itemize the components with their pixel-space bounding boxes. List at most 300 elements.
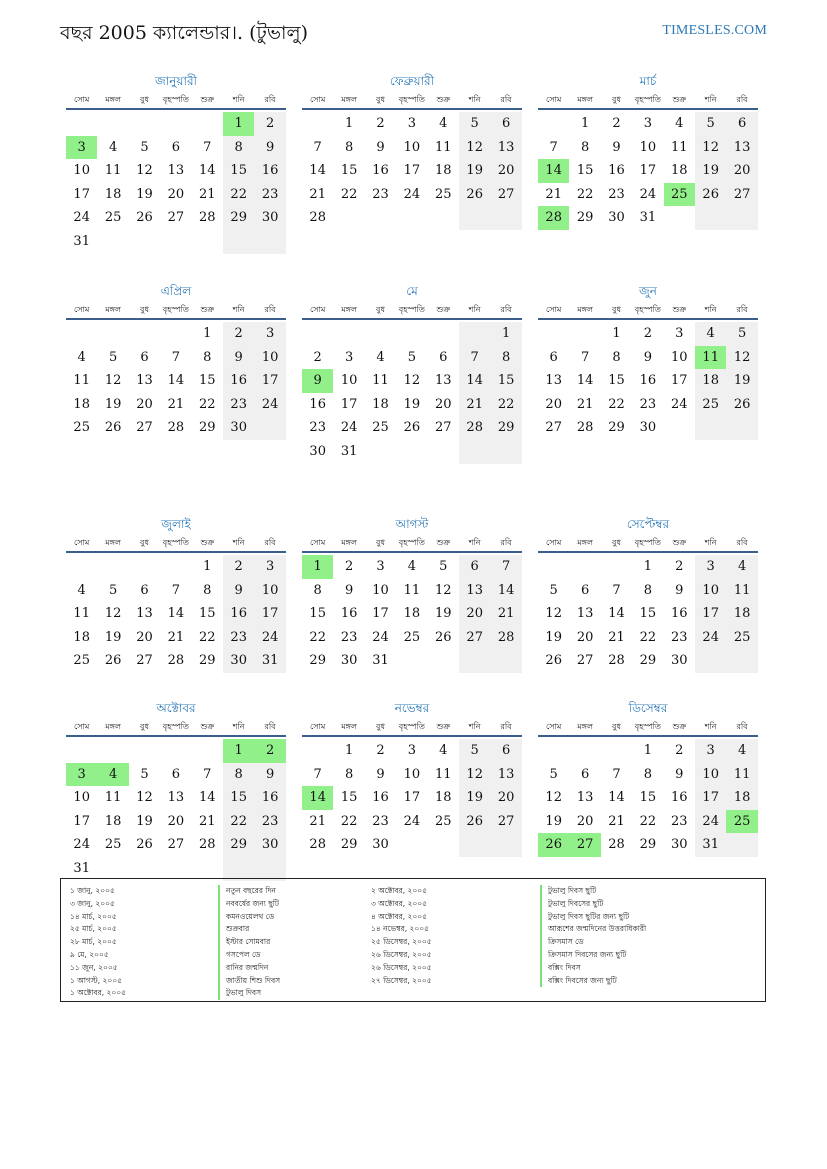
weekday-label: শুক্র xyxy=(200,95,215,104)
day-cell: 30 xyxy=(639,420,657,436)
day-cell: 5 xyxy=(108,582,118,598)
day-cell: 18 xyxy=(104,186,122,202)
day-cell: 18 xyxy=(695,369,726,393)
day-cell: 17 xyxy=(695,786,726,810)
day-cell: 15 xyxy=(639,606,657,622)
month-name: সেপ্টেম্বর xyxy=(626,517,670,531)
day-cell: 3 xyxy=(695,739,726,763)
day-cell: 24 xyxy=(340,420,358,436)
month-block xyxy=(66,699,286,899)
day-cell: 3 xyxy=(407,116,417,131)
day-cell: 11 xyxy=(726,579,757,603)
holiday-day-cell: 28 xyxy=(538,206,569,230)
day-cell: 6 xyxy=(549,349,558,365)
weekday-label: মঙ্গল xyxy=(105,95,121,104)
day-cell: 23 xyxy=(340,629,358,645)
weekday-label: বৃহস্পতি xyxy=(398,305,425,314)
day-cell: 14 xyxy=(576,373,594,389)
weekend-blank-cell xyxy=(726,649,757,673)
weekday-label: শনি xyxy=(704,305,717,314)
day-cell: 20 xyxy=(435,396,452,412)
day-cell: 17 xyxy=(372,606,389,622)
month-block xyxy=(66,282,286,482)
day-cell: 12 xyxy=(403,373,421,389)
day-cell: 13 xyxy=(435,373,452,389)
day-cell: 8 xyxy=(344,139,354,155)
day-cell: 20 xyxy=(490,786,521,810)
day-cell: 30 xyxy=(223,416,254,440)
day-cell: 16 xyxy=(309,396,326,412)
day-cell: 7 xyxy=(612,766,621,782)
weekday-label: বুধ xyxy=(376,722,385,731)
day-cell: 14 xyxy=(199,790,216,806)
day-cell: 6 xyxy=(459,555,490,579)
weekend-blank-cell xyxy=(726,833,757,857)
day-cell: 13 xyxy=(136,606,153,622)
day-cell: 10 xyxy=(254,346,285,370)
legend-entry: ক্রিসমাস দিবসের জন্য ছুটি xyxy=(548,949,627,959)
day-cell: 1 xyxy=(643,743,653,758)
day-cell: 4 xyxy=(77,349,86,365)
day-cell: 19 xyxy=(136,186,153,202)
legend-entry: বক্সিং দিবস xyxy=(548,962,581,972)
day-cell: 17 xyxy=(639,163,657,179)
day-cell: 21 xyxy=(309,813,326,829)
day-cell: 24 xyxy=(73,210,90,226)
day-cell: 6 xyxy=(140,582,149,598)
days-grid xyxy=(538,322,758,482)
day-cell: 4 xyxy=(439,743,448,758)
weekday-label: রবি xyxy=(736,305,748,314)
day-cell: 3 xyxy=(695,555,726,579)
day-cell: 13 xyxy=(490,136,521,160)
month-block xyxy=(538,699,758,899)
day-cell: 9 xyxy=(254,136,285,160)
day-cell: 5 xyxy=(140,766,149,782)
day-cell: 13 xyxy=(167,163,185,179)
day-cell: 17 xyxy=(695,602,726,626)
day-cell: 1 xyxy=(344,116,354,131)
day-cell: 31 xyxy=(73,861,90,876)
day-cell: 20 xyxy=(490,159,521,183)
weekday-label: মঙ্গল xyxy=(341,538,357,547)
day-cell: 15 xyxy=(608,373,625,389)
day-cell: 28 xyxy=(608,653,625,669)
day-cell: 11 xyxy=(73,373,90,389)
day-cell: 30 xyxy=(372,837,389,853)
day-cell: 18 xyxy=(726,786,757,810)
month-name: জুন xyxy=(639,284,657,298)
weekday-label: রবি xyxy=(500,95,512,104)
month-block xyxy=(66,515,286,715)
weekday-label: সোম xyxy=(310,722,326,731)
day-cell: 21 xyxy=(167,396,185,412)
day-cell: 5 xyxy=(439,559,448,574)
weekend-blank-cell xyxy=(695,416,726,440)
day-cell: 9 xyxy=(376,139,385,155)
day-cell: 19 xyxy=(459,159,490,183)
day-cell: 10 xyxy=(73,790,90,806)
weekday-label: বৃহস্পতি xyxy=(398,538,425,547)
weekday-label: শুক্র xyxy=(436,722,451,731)
weekend-blank-cell xyxy=(490,649,521,673)
day-cell: 12 xyxy=(459,136,490,160)
day-cell: 12 xyxy=(459,763,490,787)
day-cell: 18 xyxy=(435,790,452,806)
day-cell: 1 xyxy=(580,116,590,131)
holiday-day-cell: 25 xyxy=(726,810,757,834)
month-block xyxy=(302,72,522,272)
day-cell: 3 xyxy=(254,322,285,346)
day-cell: 9 xyxy=(223,579,254,603)
day-cell: 10 xyxy=(695,579,726,603)
day-cell: 18 xyxy=(372,396,389,412)
day-cell: 22 xyxy=(223,810,254,834)
weekend-blank-cell xyxy=(254,416,285,440)
day-cell: 24 xyxy=(403,186,421,202)
weekday-label: শুক্র xyxy=(200,538,215,547)
weekday-label: শনি xyxy=(704,538,717,547)
day-cell: 30 xyxy=(223,649,254,673)
weekend-blank-cell xyxy=(459,322,490,346)
day-cell: 15 xyxy=(340,790,358,806)
weekday-header xyxy=(66,535,286,553)
day-cell: 7 xyxy=(580,349,590,365)
legend-names-col-2 xyxy=(540,885,646,987)
weekday-label: বুধ xyxy=(612,722,621,731)
day-cell: 7 xyxy=(612,582,621,598)
weekday-header xyxy=(66,719,286,737)
day-cell: 23 xyxy=(608,186,625,202)
day-cell: 22 xyxy=(639,629,657,645)
day-cell: 29 xyxy=(340,837,358,853)
weekday-label: বুধ xyxy=(612,95,621,104)
weekend-blank-cell xyxy=(490,206,521,230)
day-cell: 5 xyxy=(549,582,558,598)
day-cell: 11 xyxy=(403,582,421,598)
day-cell: 12 xyxy=(726,346,757,370)
day-cell: 10 xyxy=(671,349,688,365)
weekday-label: বৃহস্পতি xyxy=(398,722,425,731)
day-cell: 23 xyxy=(254,183,285,207)
day-cell: 23 xyxy=(671,813,688,829)
day-cell: 7 xyxy=(549,139,558,155)
day-cell: 14 xyxy=(167,373,185,389)
day-cell: 17 xyxy=(403,790,421,806)
weekday-header xyxy=(538,719,758,737)
day-cell: 10 xyxy=(372,582,389,598)
day-cell: 11 xyxy=(726,763,757,787)
weekend-blank-cell xyxy=(459,440,490,464)
day-cell: 6 xyxy=(580,582,590,598)
weekday-label: সোম xyxy=(546,722,562,731)
weekday-label: শুক্র xyxy=(672,305,687,314)
day-cell: 28 xyxy=(167,420,185,436)
month-name: আগস্ট xyxy=(395,517,429,531)
day-cell: 29 xyxy=(199,653,216,669)
weekday-label: বুধ xyxy=(376,538,385,547)
legend-entry: গসপেল ডে xyxy=(226,949,261,959)
day-cell: 2 xyxy=(254,112,285,136)
day-cell: 29 xyxy=(199,420,216,436)
legend-entry: টুভালু দিবস xyxy=(226,988,262,998)
day-cell: 7 xyxy=(313,766,322,782)
day-cell: 15 xyxy=(223,786,254,810)
day-cell: 6 xyxy=(439,349,448,365)
month-name: মে xyxy=(406,284,418,298)
days-grid xyxy=(302,555,522,715)
day-cell: 24 xyxy=(73,837,90,853)
weekday-label: শুক্র xyxy=(672,722,687,731)
weekday-label: সোম xyxy=(74,538,90,547)
weekday-label: বৃহস্পতি xyxy=(162,305,189,314)
weekday-label: শুক্র xyxy=(672,538,687,547)
month-name: ডিসেম্বর xyxy=(628,701,668,715)
holiday-day-cell: 4 xyxy=(97,763,128,787)
month-name: এপ্রিল xyxy=(160,284,192,298)
month-name: জুলাই xyxy=(161,517,191,531)
weekday-label: মঙ্গল xyxy=(341,305,357,314)
day-cell: 11 xyxy=(104,163,122,179)
weekday-label: রবি xyxy=(736,538,748,547)
weekday-label: শুক্র xyxy=(200,305,215,314)
day-cell: 16 xyxy=(671,790,688,806)
weekday-header xyxy=(66,92,286,110)
day-cell: 12 xyxy=(545,606,562,622)
day-cell: 13 xyxy=(726,136,757,160)
day-cell: 14 xyxy=(167,606,185,622)
weekday-header xyxy=(302,719,522,737)
day-cell: 5 xyxy=(695,112,726,136)
day-cell: 9 xyxy=(344,582,354,598)
day-cell: 13 xyxy=(490,763,521,787)
day-cell: 12 xyxy=(435,582,452,598)
weekday-label: শুক্র xyxy=(436,538,451,547)
legend-entry: ২৫ ডিসেম্বর, ২০০৫ xyxy=(371,937,432,947)
day-cell: 22 xyxy=(639,813,657,829)
month-block xyxy=(538,72,758,272)
day-cell: 6 xyxy=(490,739,521,763)
day-cell: 23 xyxy=(372,813,389,829)
day-cell: 27 xyxy=(726,183,757,207)
weekend-blank-cell xyxy=(695,206,726,230)
weekday-label: বৃহস্পতি xyxy=(162,95,189,104)
day-cell: 19 xyxy=(726,369,757,393)
weekday-label: রবি xyxy=(500,722,512,731)
day-cell: 19 xyxy=(136,813,153,829)
day-cell: 23 xyxy=(254,810,285,834)
day-cell: 18 xyxy=(726,602,757,626)
weekend-blank-cell xyxy=(223,230,254,254)
weekday-label: মঙ্গল xyxy=(341,722,357,731)
legend-entry: আরূশের জন্মদিনের উত্তরাধিকারী xyxy=(548,924,647,934)
day-cell: 29 xyxy=(576,210,594,226)
day-cell: 11 xyxy=(435,766,452,782)
day-cell: 30 xyxy=(671,653,688,669)
day-cell: 2 xyxy=(223,322,254,346)
day-cell: 10 xyxy=(639,139,657,155)
day-cell: 29 xyxy=(309,653,326,669)
day-cell: 18 xyxy=(403,606,421,622)
day-cell: 9 xyxy=(643,349,653,365)
day-cell: 27 xyxy=(167,837,185,853)
day-cell: 25 xyxy=(435,186,452,202)
day-cell: 6 xyxy=(580,766,590,782)
legend-entry: রানির জন্মদিন xyxy=(226,962,269,972)
day-cell: 16 xyxy=(372,163,389,179)
day-cell: 3 xyxy=(376,559,385,574)
day-cell: 7 xyxy=(171,349,181,365)
day-cell: 1 xyxy=(612,326,621,341)
day-cell: 24 xyxy=(254,626,285,650)
weekday-label: মঙ্গল xyxy=(105,722,121,731)
day-cell: 17 xyxy=(73,813,90,829)
day-cell: 22 xyxy=(223,183,254,207)
day-cell: 2 xyxy=(612,116,621,131)
day-cell: 10 xyxy=(340,373,358,389)
day-cell: 7 xyxy=(490,555,521,579)
day-cell: 22 xyxy=(608,396,625,412)
holiday-day-cell: 25 xyxy=(664,183,695,207)
month-block xyxy=(538,515,758,715)
day-cell: 26 xyxy=(104,420,122,436)
weekday-label: রবি xyxy=(264,95,276,104)
day-cell: 15 xyxy=(309,606,326,622)
weekday-header xyxy=(302,535,522,553)
weekday-label: বুধ xyxy=(376,305,385,314)
day-cell: 10 xyxy=(254,579,285,603)
day-cell: 19 xyxy=(545,629,562,645)
day-cell: 31 xyxy=(340,444,358,459)
day-cell: 16 xyxy=(254,786,285,810)
day-cell: 7 xyxy=(203,139,212,155)
day-cell: 5 xyxy=(459,112,490,136)
day-cell: 6 xyxy=(171,766,181,782)
day-cell: 24 xyxy=(254,393,285,417)
day-cell: 20 xyxy=(459,602,490,626)
legend-names-col-1 xyxy=(218,885,280,1000)
day-cell: 8 xyxy=(203,582,212,598)
day-cell: 15 xyxy=(576,163,594,179)
weekday-label: মঙ্গল xyxy=(577,538,593,547)
day-cell: 1 xyxy=(203,559,212,574)
weekday-label: মঙ্গল xyxy=(105,305,121,314)
day-cell: 12 xyxy=(545,790,562,806)
day-cell: 31 xyxy=(73,234,90,249)
day-cell: 14 xyxy=(608,606,625,622)
day-cell: 31 xyxy=(372,653,389,669)
day-cell: 2 xyxy=(675,559,684,574)
weekday-label: সোম xyxy=(310,305,326,314)
day-cell: 16 xyxy=(671,606,688,622)
day-cell: 16 xyxy=(608,163,625,179)
day-cell: 30 xyxy=(254,206,285,230)
weekday-label: শনি xyxy=(704,722,717,731)
day-cell: 28 xyxy=(576,420,594,436)
day-cell: 20 xyxy=(136,629,153,645)
day-cell: 8 xyxy=(490,346,521,370)
day-cell: 26 xyxy=(435,629,452,645)
legend-entry: ১৪ নভেম্বর, ২০০৫ xyxy=(371,924,430,934)
day-cell: 21 xyxy=(167,629,185,645)
day-cell: 18 xyxy=(73,396,90,412)
month-name: নভেম্বর xyxy=(394,701,430,715)
weekday-label: মঙ্গল xyxy=(577,305,593,314)
holiday-day-cell: 1 xyxy=(223,112,254,136)
day-cell: 17 xyxy=(254,369,285,393)
day-cell: 14 xyxy=(490,579,521,603)
weekday-label: রবি xyxy=(736,95,748,104)
weekend-blank-cell xyxy=(726,206,757,230)
day-cell: 31 xyxy=(254,649,285,673)
day-cell: 8 xyxy=(223,763,254,787)
legend-entry: ১১ জুন, ২০০৫ xyxy=(70,962,118,972)
weekday-label: সোম xyxy=(74,305,90,314)
legend-entry: ২৫ মার্চ, ২০০৫ xyxy=(70,924,117,934)
legend-entry: ইস্টার সোমবার xyxy=(226,937,271,947)
weekday-label: সোম xyxy=(546,538,562,547)
weekend-blank-cell xyxy=(490,833,521,857)
day-cell: 25 xyxy=(435,813,452,829)
day-cell: 29 xyxy=(223,206,254,230)
holiday-day-cell: 11 xyxy=(695,346,726,370)
day-cell: 28 xyxy=(199,837,216,853)
holiday-day-cell: 2 xyxy=(254,739,285,763)
day-cell: 20 xyxy=(136,396,153,412)
month-name: মার্চ xyxy=(639,74,657,88)
page-title: বছর 2005 ক্যালেন্ডার।. (টুভালু) xyxy=(60,22,309,44)
legend-dates-col-2 xyxy=(371,885,432,987)
legend-dates-col-1 xyxy=(70,885,126,1000)
day-cell: 24 xyxy=(695,626,726,650)
day-cell: 18 xyxy=(435,163,452,179)
weekday-label: শনি xyxy=(468,538,481,547)
weekday-label: শুক্র xyxy=(200,722,215,731)
weekday-label: রবি xyxy=(500,538,512,547)
day-cell: 24 xyxy=(671,396,688,412)
weekday-label: শনি xyxy=(232,95,245,104)
weekday-label: বুধ xyxy=(140,538,149,547)
legend-entry: নতুন বছরের দিন xyxy=(226,886,276,895)
day-cell: 8 xyxy=(643,766,653,782)
day-cell: 1 xyxy=(643,559,653,574)
day-cell: 6 xyxy=(171,139,181,155)
weekend-blank-cell xyxy=(490,440,521,464)
day-cell: 4 xyxy=(439,116,448,131)
day-cell: 8 xyxy=(643,582,653,598)
site-link[interactable]: TIMESLES.COM xyxy=(662,23,767,38)
weekend-blank-cell xyxy=(459,649,490,673)
legend-entry: ২৬ ডিসেম্বর, ২০০৫ xyxy=(371,949,432,959)
day-cell: 29 xyxy=(490,416,521,440)
day-cell: 17 xyxy=(340,396,358,412)
day-cell: 3 xyxy=(254,555,285,579)
weekday-label: বৃহস্পতি xyxy=(634,305,661,314)
month-name: জানুয়ারী xyxy=(155,74,197,88)
day-cell: 20 xyxy=(167,186,185,202)
day-cell: 19 xyxy=(459,786,490,810)
day-cell: 17 xyxy=(671,373,688,389)
day-cell: 6 xyxy=(726,112,757,136)
weekday-header xyxy=(302,92,522,110)
day-cell: 5 xyxy=(549,766,558,782)
day-cell: 26 xyxy=(695,183,726,207)
weekday-label: রবি xyxy=(264,305,276,314)
weekday-label: বুধ xyxy=(612,538,621,547)
day-cell: 2 xyxy=(376,116,385,131)
holiday-day-cell: 26 xyxy=(538,833,569,857)
day-cell: 22 xyxy=(309,629,326,645)
